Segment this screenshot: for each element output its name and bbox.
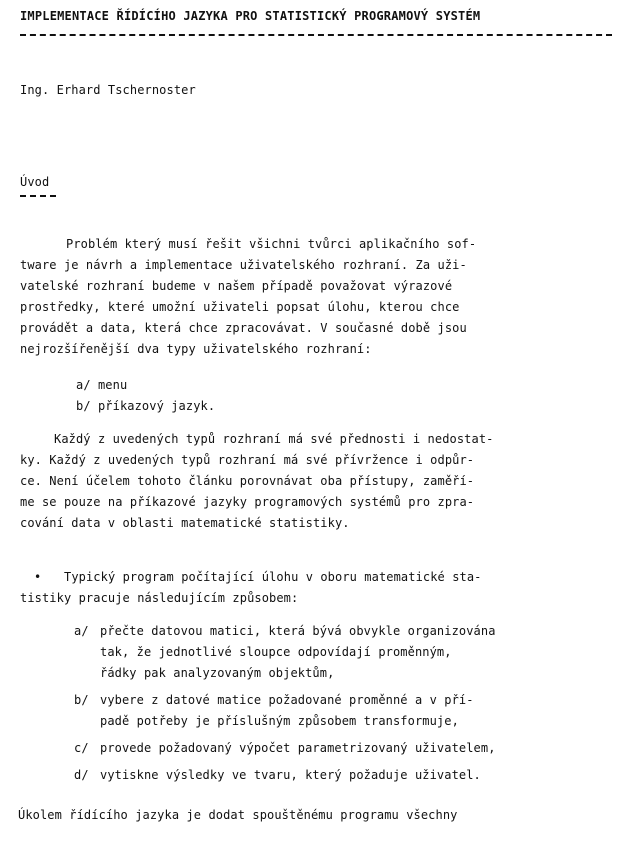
paragraph-1-line: prostředky, které umožní uživateli popsat úlohu, kterou chce	[20, 300, 460, 314]
section-heading: Úvod	[20, 175, 50, 189]
paragraph-3-line: tistiky pracuje následujícím způsobem:	[20, 591, 299, 605]
list-marker: d/	[74, 768, 89, 782]
list-item	[74, 738, 496, 759]
list-marker: a/	[74, 624, 89, 638]
list-item: b/ příkazový jazyk.	[76, 399, 216, 413]
paragraph-1-line: provádět a data, která chce zpracovávat. V současné době jsou	[20, 321, 467, 335]
paragraph-1-line: Problém který musí řešit všichni tvůrci aplikačního sof-	[66, 237, 477, 251]
list-item	[74, 621, 496, 684]
paragraph-2	[20, 429, 615, 534]
paragraph-1-line: tware je návrh a implementace uživatelského rozhraní. Za uži-	[20, 258, 467, 272]
paragraph-2-line: me se pouze na příkazové jazyky programových systémů pro zpra-	[20, 495, 475, 509]
paragraph-3	[20, 567, 615, 609]
list-item-line: vybere z datové matice požadované proměnné a v pří-	[100, 693, 474, 707]
document-title: IMPLEMENTACE ŘÍDÍCÍHO JAZYKA PRO STATISTICKÝ PROGRAMOVÝ SYSTÉM	[20, 9, 481, 23]
paragraph-1-line: vatelské rozhraní budeme v našem případě považovat výrazové	[20, 279, 453, 293]
paragraph-2-line: ky. Každý z uvedených typů rozhraní má své přívržence i odpůr-	[20, 453, 475, 467]
list-item: a/ menu	[76, 378, 128, 392]
list-item-line: padě potřeby je příslušným způsobem transformuje,	[100, 714, 459, 728]
list-item-line: přečte datovou matici, která bývá obvykle organizována	[100, 624, 496, 638]
paragraph-1	[20, 234, 615, 360]
bullet-mark: •	[34, 570, 42, 584]
interface-types-list	[76, 375, 215, 417]
list-marker: b/	[74, 693, 89, 707]
program-steps-list	[74, 621, 496, 792]
paragraph-4	[18, 805, 613, 826]
list-marker: c/	[74, 741, 89, 755]
title-underline	[20, 34, 612, 36]
list-item-line: provede požadovaný výpočet parametrizovaný uživatelem,	[100, 741, 496, 755]
paragraph-3-line: Typický program počítající úlohu v oboru matematické sta-	[64, 570, 482, 584]
list-item	[74, 690, 496, 732]
paragraph-4-line: Úkolem řídícího jazyka je dodat spouštěnému programu všechny	[18, 808, 458, 822]
list-item	[74, 765, 496, 786]
list-item-line: řádky pak analyzovaným objektům,	[100, 666, 335, 680]
author-line: Ing. Erhard Tschernoster	[20, 83, 196, 97]
list-item-line: tak, že jednotlivé sloupce odpovídají proměnným,	[100, 645, 452, 659]
list-item-line: vytiskne výsledky ve tvaru, který požaduje uživatel.	[100, 768, 481, 782]
paragraph-2-line: ce. Není účelem tohoto článku porovnávat oba přístupy, zaměří-	[20, 474, 475, 488]
paragraph-2-line: Každý z uvedených typů rozhraní má své přednosti i nedostat-	[54, 432, 494, 446]
paragraph-1-line: nejrozšířenější dva typy uživatelského rozhraní:	[20, 342, 372, 356]
section-underline	[20, 195, 56, 197]
paragraph-2-line: cování data v oblasti matematické statistiky.	[20, 516, 350, 530]
